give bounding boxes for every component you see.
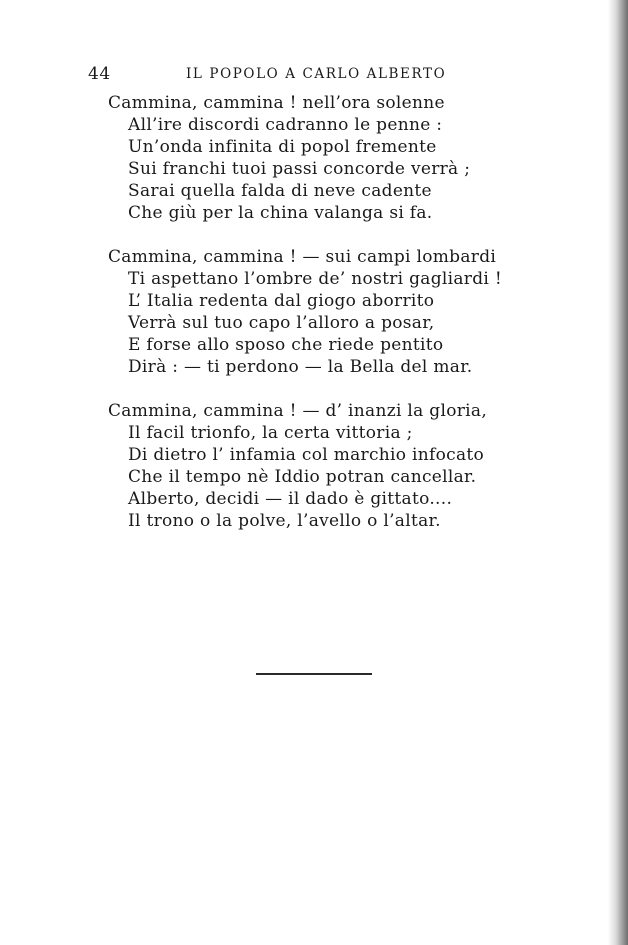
stanza-2 (108, 246, 538, 378)
verse-line: Il trono o la polve, l’avello o l’altar. (128, 511, 441, 531)
stanza-3 (108, 400, 538, 532)
page-edge-shadow (608, 0, 628, 945)
verse-line: Il facil trionfo, la certa vittoria ; (128, 423, 413, 443)
end-rule (256, 673, 372, 675)
verse-line: Che giù per la china valanga si fa. (128, 203, 433, 223)
verse-line: Sui franchi tuoi passi concorde verrà ; (128, 159, 471, 179)
verse-line: Dirà : — ti perdono — la Bella del mar. (128, 357, 473, 377)
page-number: 44 (88, 64, 111, 84)
verse-line: Di dietro l’ infamia col marchio infocato (128, 445, 485, 465)
stanza-1 (108, 92, 538, 224)
verse-line: L’ Italia redenta dal giogo aborrito (128, 291, 435, 311)
verse-line: Un’onda infinita di popol fremente (128, 137, 437, 157)
running-title: IL POPOLO A CARLO ALBERTO (186, 66, 447, 82)
verse-line: E forse allo sposo che riede pentito (128, 335, 444, 355)
verse-line: Verrà sul tuo capo l’alloro a posar, (128, 313, 435, 333)
verse-line: Cammina, cammina ! — d’ inanzi la gloria, (108, 401, 488, 421)
verse-line: Che il tempo nè Iddio potran cancellar. (128, 467, 477, 487)
poem (108, 92, 538, 532)
verse-line: Sarai quella falda di neve cadente (128, 181, 432, 201)
verse-line: Cammina, cammina ! nell’ora solenne (108, 93, 445, 113)
verse-line: Ti aspettano l’ombre de’ nostri gagliardi ! (128, 269, 502, 289)
verse-line: Cammina, cammina ! — sui campi lombardi (108, 247, 497, 267)
verse-line: All’ire discordi cadranno le penne : (128, 115, 443, 135)
page-header (88, 64, 448, 88)
verse-line: Alberto, decidi — il dado è gittato.... (128, 489, 453, 509)
